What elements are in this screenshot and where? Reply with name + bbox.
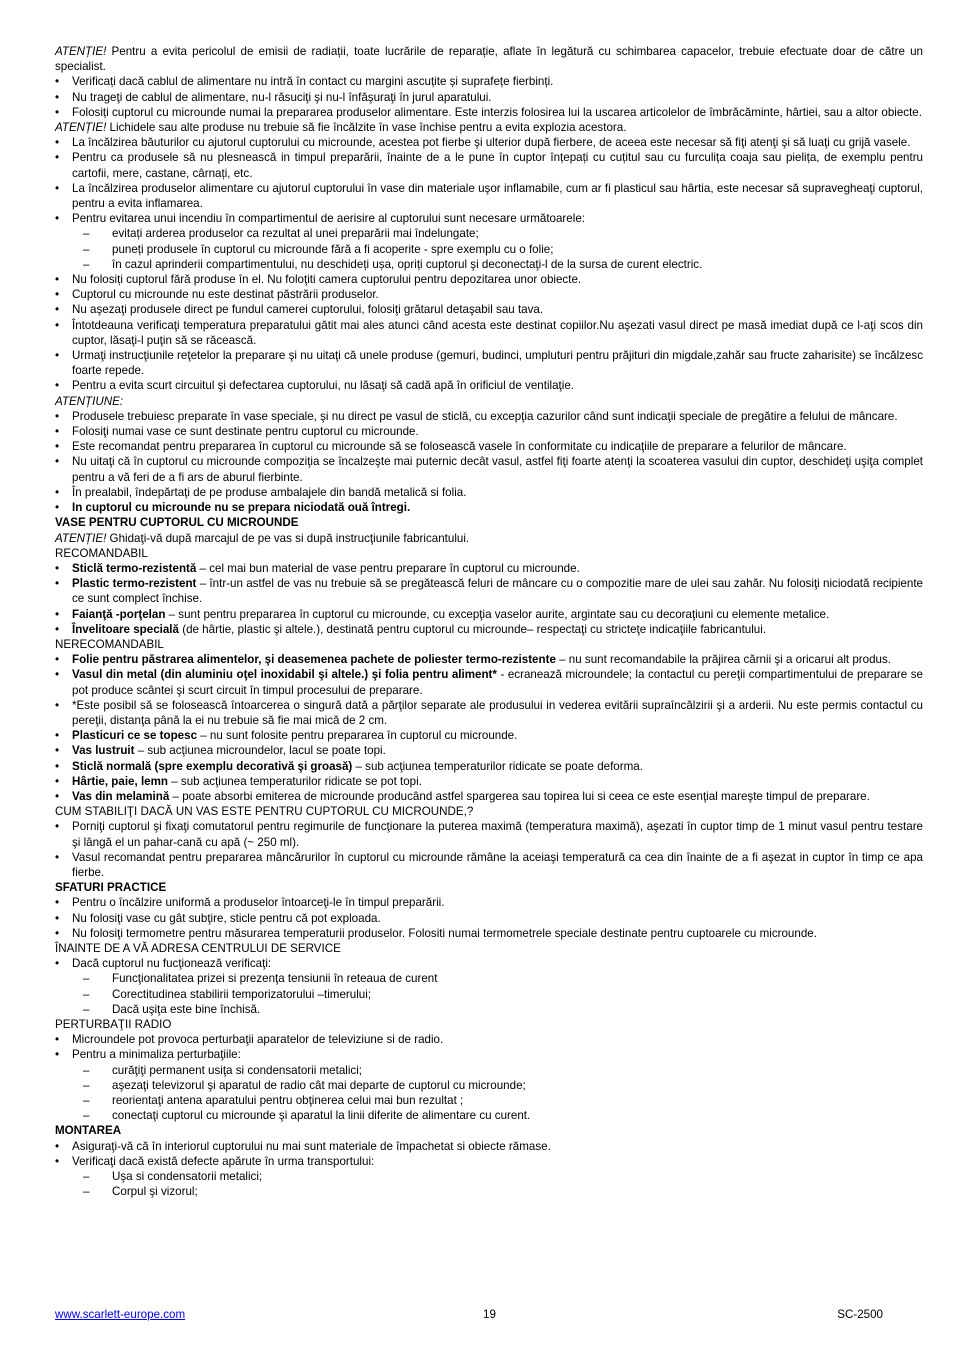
bullet-marker: •	[55, 349, 60, 363]
bullet-marker: •	[55, 440, 60, 454]
bullet-item	[55, 135, 923, 150]
text-run: Urmaţi instrucţiunile reţetelor la preparare şi nu uitaţi că unele produse (gemuri, budinci, umpluturi pentru prăjituri din migdale,zahăr sau fructe zaharisite) se încălzesc foarte repede.	[72, 349, 923, 378]
website-link[interactable]: www.scarlett-europe.com	[55, 1308, 186, 1321]
item-text	[72, 1047, 923, 1062]
paragraph	[55, 637, 923, 652]
text-run: Dacă cuptorul nu fucţionează verificaţi:	[72, 957, 272, 971]
bullet-marker: •	[55, 303, 60, 317]
bullet-marker: •	[55, 911, 60, 925]
bullet-item	[55, 956, 923, 971]
item-text	[72, 774, 923, 789]
paragraph	[55, 1123, 923, 1138]
bullet-marker: •	[55, 181, 60, 195]
item-text	[72, 439, 923, 454]
bullet-item	[55, 318, 923, 348]
item-text	[72, 895, 923, 910]
bold-text: Plasticuri ce se topesc	[72, 729, 198, 743]
dash-marker: –	[83, 1063, 90, 1077]
text-run: în cazul aprinderii compartimentului, nu deschideți ușa, opriți cuptorul şi deconectaţi-l de la sursa de curent electric.	[112, 257, 703, 271]
page-number: 19	[483, 1308, 496, 1321]
text-run: Funcţionalitatea prizei si prezenţa tensiunii în reteaua de curent	[112, 972, 438, 986]
text-run: În prealabil, îndepărtaţi de pe produse ambalajele din bandă metalică si folia.	[72, 485, 467, 499]
bold-text: VASE PENTRU CUPTORUL CU MICROUNDE	[55, 516, 299, 530]
bullet-marker: •	[55, 273, 60, 287]
text-run: Nu folosiți cuptorul fără produse în el. Nu foloţiti camera cuptorului pentru depozitarea unor obiecte.	[72, 273, 582, 287]
bullet-item	[55, 1032, 923, 1047]
bullet-item	[55, 485, 923, 500]
dash-marker: –	[83, 972, 90, 986]
item-text	[112, 1169, 923, 1184]
bullet-marker: •	[55, 151, 60, 165]
item-text	[72, 561, 923, 576]
text-run: Vasul recomandat pentru prepararea mâncărurilor în cuptorul cu microunde rămâne la aceiaşi temperatură ca cea din înainte de a fi aşezat in cuptor în timp ce apa fierbe.	[72, 850, 923, 879]
text-run: aşezaţi televizorul şi aparatul de radio cât mai departe de cuptorul cu microunde;	[112, 1078, 526, 1092]
item-text	[72, 743, 923, 758]
bold-text: Vas lustruit	[72, 744, 135, 758]
bold-text: Învelitoare specială	[72, 622, 179, 636]
text-run: Nu trageţi de cablul de alimentare, nu-l răsuciţi şi nu-l înfăşuraţi în jurul aparatului.	[72, 90, 492, 104]
dash-item	[55, 1184, 923, 1199]
bullet-marker: •	[55, 455, 60, 469]
dash-marker: –	[83, 227, 90, 241]
text-run: Microundele pot provoca perturbaţii aparatelor de televiziune si de radio.	[72, 1033, 444, 1047]
bullet-marker: •	[55, 850, 60, 864]
text-run: – sub acţiunea temperaturilor ridicate se poate deforma.	[352, 759, 643, 773]
bold-text: MONTAREA	[55, 1124, 122, 1138]
dash-item	[55, 1169, 923, 1184]
page-footer	[55, 1307, 923, 1323]
bullet-marker: •	[55, 288, 60, 302]
item-text	[72, 1154, 923, 1169]
dash-item	[55, 1063, 923, 1078]
text-run: – cel mai bun material de vase pentru preparare în cuptorul cu microunde.	[196, 561, 580, 575]
bold-text: Faianţă -porţelan	[72, 607, 166, 621]
dash-marker: –	[83, 1002, 90, 1016]
bullet-item	[55, 105, 923, 120]
text-run: Pentru a evita scurt circuitul şi defectarea cuptorului, nu lăsaţi să cadă apă în orificiul de ventilaţie.	[72, 379, 575, 393]
bullet-item	[55, 150, 923, 180]
paragraph	[55, 44, 923, 74]
bullet-item	[55, 90, 923, 105]
text-run: CUM STABILIŢI DACĂ UN VAS ESTE PENTRU CUPTORUL CU MICROUNDE,?	[55, 805, 474, 819]
paragraph	[55, 804, 923, 819]
dash-marker: –	[83, 242, 90, 256]
bullet-item	[55, 895, 923, 910]
text-run: – nu sunt folosite pentru prepararea în cuptorul cu microunde.	[197, 729, 518, 743]
bullet-item	[55, 728, 923, 743]
bullet-marker: •	[55, 425, 60, 439]
bullet-marker: •	[55, 744, 60, 758]
text-run: Pentru a evita pericolul de emisii de radiații, toate lucrările de reparație, aflate în legătură cu schimbarea capacelor, trebuie efectuate doar de către un specialist.	[55, 45, 923, 74]
text-run: puneți produsele în cuptorul cu microunde fără a fi acoperite - spre exemplu cu o folie;	[112, 242, 554, 256]
bullet-marker: •	[55, 212, 60, 226]
item-text	[72, 211, 923, 226]
text-run: evitați arderea produselor ca rezultat al unei preparării mai îndelungate;	[112, 227, 479, 241]
text-run: Întotdeauna verificaţi temperatura preparatului gătit mai ales atunci când acesta este destinat copiilor.Nu aşezati vasul direct pe masă imediat după ce l-aţi scos din cuptor, lăsaţi-l puţin să se răcească.	[72, 318, 923, 347]
item-text	[72, 728, 923, 743]
bullet-item	[55, 348, 923, 378]
bullet-marker: •	[55, 820, 60, 834]
item-text	[72, 105, 923, 120]
paragraph	[55, 880, 923, 895]
text-run: curăţiţi permanent usiţa si condensatorii metalici;	[112, 1063, 363, 1077]
text-run: – într-un astfel de vas nu trebuie să se pregătească feluri de mâncare cu o compozitie mare de ulei sau zahăr. Nu folosiţi niciodată recipiente ce sunt complect închise.	[72, 577, 923, 606]
paragraph	[55, 546, 923, 561]
bullet-marker: •	[55, 607, 60, 621]
bullet-marker: •	[55, 729, 60, 743]
bullet-item	[55, 1139, 923, 1154]
item-text	[112, 1002, 923, 1017]
dash-item	[55, 971, 923, 986]
bullet-marker: •	[55, 1048, 60, 1062]
bullet-item	[55, 652, 923, 667]
item-text	[112, 1108, 923, 1123]
text-run: Pentru o încălzire uniformă a produselor întoarceţi-le în timpul preparării.	[72, 896, 445, 910]
text-run: La încălzirea băuturilor cu ajutorul cuptorului cu microunde, acestea pot fierbe şi ulterior după fierbere, de aceea este necesar să fiţi atenţi şi să luaţi cu grijă vasele.	[72, 136, 911, 150]
text-run: Nu folosiţi termometre pentru măsurarea temperaturii produselor. Folositi numai termometrele speciale destinate pentru cuptoarele cu microunde.	[72, 926, 817, 940]
bullet-marker: •	[55, 759, 60, 773]
bold-text: Folie pentru păstrarea alimentelor, şi deasemenea pachete de poliester termo-rezistente	[72, 653, 556, 667]
bullet-marker: •	[55, 774, 60, 788]
warning-label: ATENȚIE!	[55, 531, 107, 545]
bullet-marker: •	[55, 957, 60, 971]
bullet-item	[55, 743, 923, 758]
item-text	[112, 971, 923, 986]
bullet-marker: •	[55, 90, 60, 104]
bullet-item	[55, 561, 923, 576]
item-text	[72, 454, 923, 484]
text-run: (de hârtie, plastic şi altele.), destinată pentru cuptorul cu microunde– respectaţi cu stricteţe indicaţiile fabricantului.	[178, 622, 767, 636]
paragraph	[55, 515, 923, 530]
item-text	[72, 698, 923, 728]
bullet-item	[55, 500, 923, 515]
text-run: Verificați dacă cablul de alimentare nu intră în contact cu margini ascuțite și suprafețe fierbinți.	[72, 75, 554, 89]
item-text	[72, 74, 923, 89]
text-run: Pentru a minimaliza perturbaţiile:	[72, 1048, 241, 1062]
text-run: Produsele trebuiesc preparate în vase speciale, şi nu direct pe vasul de sticlă, cu excepţia cazurilor când sunt indicaţii speciale de pregătire a felului de mâncare.	[72, 409, 898, 423]
bullet-item	[55, 378, 923, 393]
text-run: – poate absorbi emiterea de microunde producând astfel spargerea sau topirea lui si ceea ce este esenţial mareşte timpul de preparare.	[169, 789, 870, 803]
dash-marker: –	[83, 1109, 90, 1123]
bullet-item	[55, 667, 923, 697]
text-run: Ghidaţi-vă după marcajul de pe vas si după instrucţiunile fabricantului.	[106, 531, 470, 545]
item-text	[72, 759, 923, 774]
text-run: Este recomandat pentru prepararea în cuptorul cu microunde să se folosească vasele în conformitate cu indicaţiile de preparare a felurilor de mâncare.	[72, 440, 847, 454]
warning-label: ATENȚIE!	[55, 121, 107, 135]
dash-item	[55, 987, 923, 1002]
item-text	[72, 424, 923, 439]
bullet-marker: •	[55, 485, 60, 499]
item-text	[72, 819, 923, 849]
item-text	[72, 500, 923, 515]
dash-item	[55, 242, 923, 257]
bullet-item	[55, 439, 923, 454]
model-number: SC-2500	[837, 1308, 883, 1321]
item-text	[72, 622, 923, 637]
bullet-marker: •	[55, 501, 60, 515]
item-text	[112, 1063, 923, 1078]
item-text	[72, 485, 923, 500]
bullet-marker: •	[55, 896, 60, 910]
dash-item	[55, 226, 923, 241]
text-run: Cuptorul cu microunde nu este destinat păstrării produselor.	[72, 288, 379, 302]
bullet-marker: •	[55, 318, 60, 332]
bullet-item	[55, 698, 923, 728]
bullet-marker: •	[55, 1033, 60, 1047]
item-text	[112, 1184, 923, 1199]
bold-text: Hârtie, paie, lemn	[72, 774, 169, 788]
text-run: Corpul şi vizorul;	[112, 1185, 198, 1199]
dash-item	[55, 1108, 923, 1123]
bullet-item	[55, 926, 923, 941]
text-run: reorientaţi antena aparatului pentru obţinerea celui mai bun rezultat ;	[112, 1094, 464, 1108]
paragraph	[55, 531, 923, 546]
item-text	[72, 181, 923, 211]
bullet-marker: •	[55, 379, 60, 393]
dash-marker: –	[83, 1185, 90, 1199]
item-text	[72, 287, 923, 302]
item-text	[112, 242, 923, 257]
bullet-item	[55, 1047, 923, 1062]
text-run: – sub acţiunea temperaturilor ridicate se pot topi.	[168, 774, 422, 788]
text-run: – sub acţiunea microundelor, lacul se poate topi.	[134, 744, 386, 758]
item-text	[112, 987, 923, 1002]
text-run: Lichidele sau alte produse nu trebuie să fie încălzite în vase închise pentru a evita explozia acestora.	[106, 121, 627, 135]
bullet-marker: •	[55, 668, 60, 682]
item-text	[72, 652, 923, 667]
item-text	[72, 667, 923, 697]
item-text	[72, 90, 923, 105]
item-text	[72, 850, 923, 880]
dash-marker: –	[83, 987, 90, 1001]
bullet-item	[55, 74, 923, 89]
item-text	[72, 348, 923, 378]
item-text	[72, 1032, 923, 1047]
bold-text: SFATURI PRACTICE	[55, 881, 167, 895]
text-run: Porniţi cuptorul şi fixaţi comutatorul pentru regimurile de funcţionare la puterea maximă (temperatura maximă), aşezati în cuptor timp de 1 minut vasul pentru testare şi lângă el un pahar-cană cu apă (~ 250 ml).	[72, 820, 923, 849]
dash-item	[55, 1002, 923, 1017]
bullet-item	[55, 424, 923, 439]
paragraph	[55, 394, 923, 409]
bullet-item	[55, 181, 923, 211]
bullet-item	[55, 454, 923, 484]
text-run: conectaţi cuptorul cu microunde şi aparatul la linii diferite de alimentare cu curent.	[112, 1109, 531, 1123]
bold-text: Vas din melamină	[72, 789, 170, 803]
text-run: RECOMANDABIL	[55, 546, 148, 560]
text-run: ÎNAINTE DE A VĂ ADRESA CENTRULUI DE SERVICE	[55, 941, 341, 955]
dash-marker: –	[83, 1078, 90, 1092]
text-run: Folosiți cuptorul cu microunde numai la prepararea produselor alimentare. Este interzis folosirea lui la uscarea articolelor de îmbrăcăminte, hârtiei, sau a altor obiecte.	[72, 105, 922, 119]
dash-item	[55, 257, 923, 272]
document-body	[55, 44, 923, 1199]
paragraph	[55, 120, 923, 135]
bullet-marker: •	[55, 926, 60, 940]
text-run: *Este posibil să se folosească întoarcerea o singură dată a părţilor separate ale produsului in vederea evitării supraîncălzirii şi a arderii. Nu este permis contactul cu pereţii, distanţa până la ei nu trebuie să fie mai mică de 2 cm.	[72, 698, 923, 727]
bold-text: Vasul din metal (din aluminiu oţel inoxidabil şi altele.) şi folia pentru aliment*	[72, 668, 497, 682]
bullet-marker: •	[55, 622, 60, 636]
item-text	[72, 926, 923, 941]
bullet-marker: •	[55, 136, 60, 150]
item-text	[72, 409, 923, 424]
bold-text: In cuptorul cu microunde nu se prepara niciodată ouă întregi.	[72, 501, 411, 515]
item-text	[72, 302, 923, 317]
bullet-marker: •	[55, 653, 60, 667]
bullet-item	[55, 607, 923, 622]
text-run: Folosiţi numai vase ce sunt destinate pentru cuptorul cu microunde.	[72, 425, 419, 439]
bullet-marker: •	[55, 577, 60, 591]
text-run: NERECOMANDABIL	[55, 637, 164, 651]
text-run: Nu folosiţi vase cu gât subţire, sticle pentru că pot exploada.	[72, 911, 381, 925]
bullet-marker: •	[55, 698, 60, 712]
bullet-marker: •	[55, 1154, 60, 1168]
text-run: Uşa si condensatorii metalici;	[112, 1170, 263, 1184]
item-text	[72, 150, 923, 180]
bullet-item	[55, 409, 923, 424]
text-run: Nu uitaţi că în cuptorul cu microunde compoziţia se încalzeşte mai puternic decât vasul, astfel fiţi foarte atenţi la scoaterea vasului din cuptor, deschideţi uşiţa complet pentru a vă feri de a fi ars de aburul fierbinte.	[72, 455, 923, 484]
bullet-item	[55, 576, 923, 606]
bullet-item	[55, 774, 923, 789]
bullet-item	[55, 850, 923, 880]
dash-item	[55, 1093, 923, 1108]
text-run: Pentru ca produsele să nu plesnească in timpul preparării, înainte de a le pune în cuptor înțepați cu cuțitul sau cu furculița coaja sau pielița, de exemplu pentru cartofii, mere, castane, cârnați, etc.	[72, 151, 923, 180]
text-run: La încălzirea produselor alimentare cu ajutorul cuptorului în vase din materiale uşor inflamabile, cum ar fi plasticul sau hârtia, este necesar să supravegheaţi cuptorul, pentru a evita inflamarea.	[72, 181, 923, 211]
text-run: Nu aşezaţi produsele direct pe fundul camerei cuptorului, folosiţi grătarul detaşabil sau tava.	[72, 303, 544, 317]
bold-text: Plastic termo-rezistent	[72, 577, 197, 591]
text-run: PERTURBAŢII RADIO	[55, 1018, 172, 1031]
warning-label: ATENȚIUNE:	[55, 394, 124, 408]
bullet-item	[55, 1154, 923, 1169]
bullet-marker: •	[55, 1139, 60, 1153]
bold-text: Sticlă normală (spre exemplu decorativă şi groasă)	[72, 759, 353, 773]
dash-marker: –	[83, 1094, 90, 1108]
bullet-item	[55, 272, 923, 287]
text-run: Pentru evitarea unui incendiu în compartimentul de aerisire al cuptorului sunt necesare următoarele:	[72, 212, 585, 226]
paragraph	[55, 941, 923, 956]
bullet-item	[55, 302, 923, 317]
bullet-item	[55, 789, 923, 804]
item-text	[72, 607, 923, 622]
text-run: Dacă uşiţa este bine închisă.	[112, 1002, 261, 1016]
paragraph	[55, 1017, 923, 1032]
item-text	[72, 911, 923, 926]
item-text	[112, 257, 923, 272]
item-text	[72, 318, 923, 348]
text-run: Verificaţi dacă există defecte apărute în urma transportului:	[72, 1154, 375, 1168]
text-run: Asiguraţi-vă că în interiorul cuptorului nu mai sunt materiale de împachetat si obiecte rămase.	[72, 1139, 551, 1153]
bold-text: Sticlă termo-rezistentă	[72, 561, 197, 575]
text-run: Corectitudinea stabilirii temporizatorului –timerului;	[112, 987, 372, 1001]
bullet-item	[55, 759, 923, 774]
bullet-item	[55, 622, 923, 637]
bullet-item	[55, 819, 923, 849]
item-text	[72, 135, 923, 150]
item-text	[72, 789, 923, 804]
item-text	[72, 956, 923, 971]
item-text	[72, 1139, 923, 1154]
bullet-marker: •	[55, 105, 60, 119]
bullet-item	[55, 911, 923, 926]
item-text	[72, 576, 923, 606]
item-text	[112, 1078, 923, 1093]
text-run: – sunt pentru prepararea în cuptorul cu microunde, cu excepţia vaselor aurite, argintate sau cu decoraţiuni cu elemente metalice.	[165, 607, 830, 621]
dash-marker: –	[83, 1170, 90, 1184]
bullet-marker: •	[55, 789, 60, 803]
dash-item	[55, 1078, 923, 1093]
bullet-marker: •	[55, 409, 60, 423]
bullet-marker: •	[55, 75, 60, 89]
warning-label: ATENȚIE!	[55, 45, 107, 58]
bullet-item	[55, 287, 923, 302]
text-run: - ecranează microundele; la contactul cu pereţii compartimentului de preparare se pot produce scântei şi scurt circuit în timpul procesului de preparare.	[72, 668, 923, 697]
item-text	[72, 272, 923, 287]
item-text	[112, 226, 923, 241]
text-run: – nu sunt recomandabile la prăjirea cărnii şi a oricarui alt produs.	[555, 653, 892, 667]
bullet-item	[55, 211, 923, 226]
bullet-marker: •	[55, 561, 60, 575]
dash-marker: –	[83, 257, 90, 271]
item-text	[72, 378, 923, 393]
item-text	[112, 1093, 923, 1108]
